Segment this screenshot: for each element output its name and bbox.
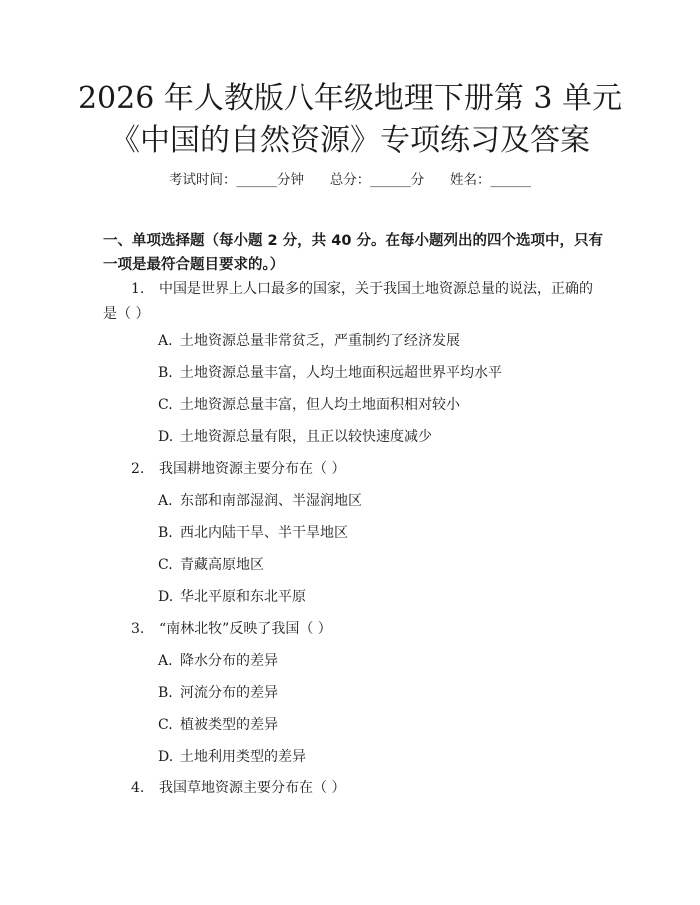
option-text: 土地资源总量丰富，人均土地面积远超世界平均水平 [180, 365, 502, 381]
question-1 [103, 277, 603, 327]
question-text: “南林北牧”反映了我国（ ） [159, 621, 332, 637]
option-text: 土地资源总量非常贫乏，严重制约了经济发展 [180, 333, 460, 349]
option-letter: A. [158, 653, 173, 669]
question-number: 4. [131, 780, 145, 796]
option-letter: C. [158, 557, 173, 573]
option-1a [158, 331, 598, 351]
option-text: 土地利用类型的差异 [180, 749, 306, 765]
option-letter: B. [158, 685, 173, 701]
option-letter: C. [158, 717, 173, 733]
option-text: 降水分布的差异 [180, 653, 278, 669]
exam-info-line: 考试时间：______分钟 总分：______分 姓名：______ [169, 172, 531, 188]
option-3b [158, 683, 598, 703]
question-3 [103, 617, 603, 642]
option-text: 土地资源总量丰富，但人均土地面积相对较小 [180, 397, 460, 413]
option-1b [158, 363, 598, 383]
option-letter: A. [158, 333, 173, 349]
option-letter: B. [158, 525, 173, 541]
option-3d [158, 747, 598, 767]
option-text: 华北平原和东北平原 [180, 589, 306, 605]
option-text: 植被类型的差异 [180, 717, 278, 733]
option-1c [158, 395, 598, 415]
option-2d [158, 587, 598, 607]
option-text: 东部和南部湿润、半湿润地区 [180, 493, 362, 509]
option-2c [158, 555, 598, 575]
document-title: 2026 年人教版八年级地理下册第 3 单元《中国的自然资源》专项练习及答案 [77, 81, 623, 158]
option-letter: C. [158, 397, 173, 413]
option-letter: B. [158, 365, 173, 381]
option-text: 青藏高原地区 [180, 557, 264, 573]
option-text: 西北内陆干旱、半干旱地区 [180, 525, 348, 541]
question-text: 我国耕地资源主要分布在（ ） [159, 461, 346, 477]
question-number: 2. [131, 461, 145, 477]
option-3a [158, 651, 598, 671]
question-number: 1. [131, 281, 145, 297]
option-2b [158, 523, 598, 543]
option-letter: D. [158, 749, 174, 765]
option-2a [158, 491, 598, 511]
question-text: 中国是世界上人口最多的国家，关于我国土地资源总量的说法，正确的是（ ） [103, 281, 593, 322]
question-text: 我国草地资源主要分布在（ ） [159, 780, 346, 796]
question-4 [103, 776, 603, 801]
option-1d [158, 427, 598, 447]
section-heading: 一、单项选择题（每小题 2 分，共 40 分。在每小题列出的四个选项中，只有一项是最符合题目要求的。） [103, 233, 603, 273]
question-2 [103, 457, 603, 482]
option-3c [158, 715, 598, 735]
question-number: 3. [131, 621, 145, 637]
option-letter: D. [158, 429, 174, 445]
option-letter: D. [158, 589, 174, 605]
option-letter: A. [158, 493, 173, 509]
option-text: 河流分布的差异 [180, 685, 278, 701]
option-text: 土地资源总量有限，且正以较快速度减少 [180, 429, 432, 445]
